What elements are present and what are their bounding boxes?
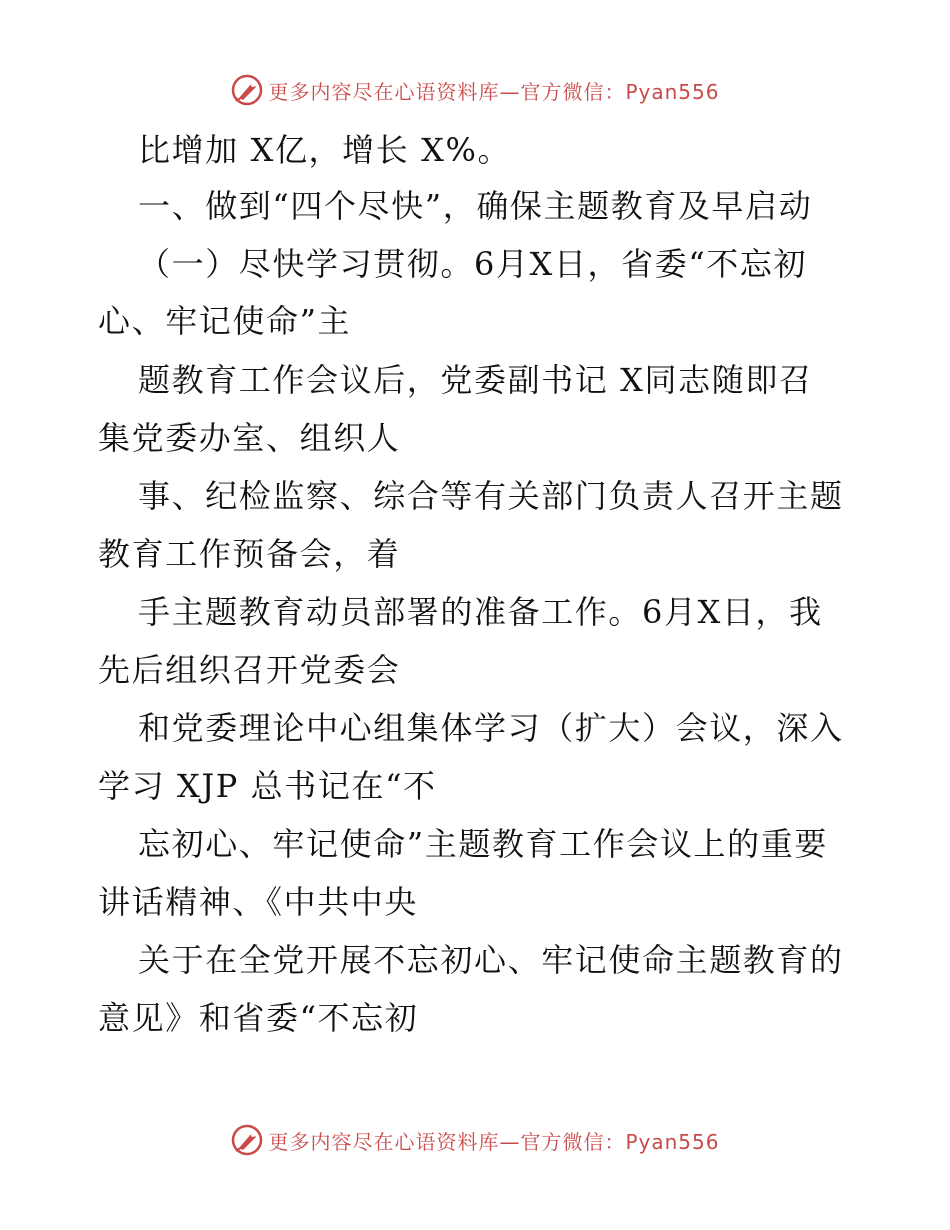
footer-watermark [0, 1120, 950, 1160]
text-line: 一、做到“四个尽快”，确保主题教育及早启动 [138, 187, 813, 225]
text-line: 意见》和省委“不忘初 [98, 999, 419, 1037]
text-line: 心、牢记使命”主 [98, 302, 352, 340]
text-line: 关于在全党开展不忘初心、牢记使命主题教育的 [138, 941, 844, 979]
watermark-text: 更多内容尽在心语资料库—官方微信：Pyan556 [268, 79, 720, 104]
pen-nib-logo-icon [230, 1123, 264, 1157]
text-line: 集党委办室、组织人 [98, 419, 401, 457]
text-line: 忘初心、牢记使命”主题教育工作会议上的重要 [138, 825, 828, 863]
text-line: 学习 XJP 总书记在“不 [98, 767, 437, 805]
text-line: 先后组织召开党委会 [98, 651, 401, 689]
text-line: 事、纪检监察、综合等有关部门负责人召开主题 [138, 477, 844, 515]
watermark-text: 更多内容尽在心语资料库—官方微信：Pyan556 [268, 1129, 720, 1154]
text-line: 手主题教育动员部署的准备工作。6月X日，我 [138, 593, 823, 631]
text-line: 讲话精神、《中共中央 [98, 883, 419, 921]
pen-nib-logo-icon [230, 73, 264, 107]
text-line: （一）尽快学习贯彻。6月X日，省委“不忘初 [138, 245, 808, 283]
text-line: 题教育工作会议后，党委副书记 X同志随即召 [138, 361, 813, 399]
text-line: 比增加 X亿，增长 X%。 [138, 131, 512, 169]
text-line: 教育工作预备会，着 [98, 535, 401, 573]
header-watermark [0, 70, 950, 110]
text-line: 和党委理论中心组集体学习（扩大）会议，深入 [138, 709, 844, 747]
